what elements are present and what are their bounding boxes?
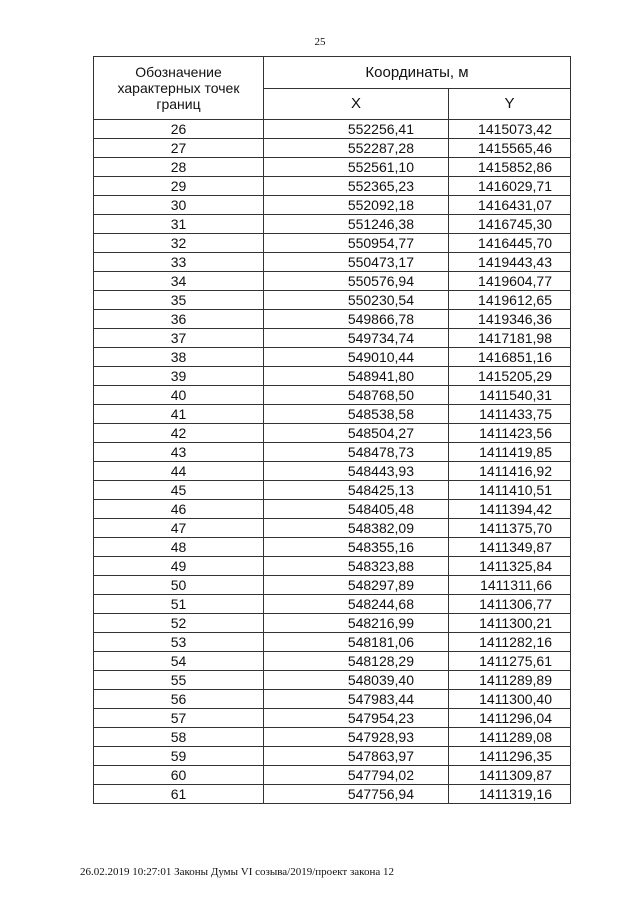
point-number-cell: 59 xyxy=(94,747,264,766)
x-coordinate-cell: 548941,80 xyxy=(264,367,449,386)
point-number-cell: 46 xyxy=(94,500,264,519)
y-coordinate-cell: 1411306,77 xyxy=(449,595,571,614)
y-coordinate-cell: 1411540,31 xyxy=(449,386,571,405)
y-coordinate-cell: 1411311,66 xyxy=(449,576,571,595)
table-row xyxy=(94,443,571,462)
table-row xyxy=(94,158,571,177)
point-number-cell: 48 xyxy=(94,538,264,557)
table-row xyxy=(94,709,571,728)
x-coordinate-cell: 550473,17 xyxy=(264,253,449,272)
point-number-cell: 28 xyxy=(94,158,264,177)
x-coordinate-cell: 552256,41 xyxy=(264,120,449,139)
table-body xyxy=(94,120,571,804)
y-coordinate-cell: 1419443,43 xyxy=(449,253,571,272)
header-point-designation: Обозначение характерных точек границ xyxy=(94,57,264,120)
y-coordinate-cell: 1411419,85 xyxy=(449,443,571,462)
y-coordinate-cell: 1419612,65 xyxy=(449,291,571,310)
x-coordinate-cell: 548405,48 xyxy=(264,500,449,519)
y-coordinate-cell: 1415852,86 xyxy=(449,158,571,177)
x-coordinate-cell: 548538,58 xyxy=(264,405,449,424)
table-row xyxy=(94,424,571,443)
header-x: X xyxy=(264,88,449,120)
point-number-cell: 38 xyxy=(94,348,264,367)
y-coordinate-cell: 1415073,42 xyxy=(449,120,571,139)
x-coordinate-cell: 550576,94 xyxy=(264,272,449,291)
point-number-cell: 52 xyxy=(94,614,264,633)
point-number-cell: 56 xyxy=(94,690,264,709)
y-coordinate-cell: 1411349,87 xyxy=(449,538,571,557)
x-coordinate-cell: 549010,44 xyxy=(264,348,449,367)
y-coordinate-cell: 1411300,40 xyxy=(449,690,571,709)
x-coordinate-cell: 549734,74 xyxy=(264,329,449,348)
table-row xyxy=(94,272,571,291)
x-coordinate-cell: 550230,54 xyxy=(264,291,449,310)
coordinates-table xyxy=(93,56,571,804)
x-coordinate-cell: 548355,16 xyxy=(264,538,449,557)
x-coordinate-cell: 552287,28 xyxy=(264,139,449,158)
x-coordinate-cell: 547756,94 xyxy=(264,785,449,804)
point-number-cell: 43 xyxy=(94,443,264,462)
y-coordinate-cell: 1416745,30 xyxy=(449,215,571,234)
y-coordinate-cell: 1411296,35 xyxy=(449,747,571,766)
point-number-cell: 30 xyxy=(94,196,264,215)
y-coordinate-cell: 1416851,16 xyxy=(449,348,571,367)
point-number-cell: 61 xyxy=(94,785,264,804)
page-number: 25 xyxy=(314,36,326,48)
x-coordinate-cell: 552092,18 xyxy=(264,196,449,215)
point-number-cell: 34 xyxy=(94,272,264,291)
x-coordinate-cell: 548504,27 xyxy=(264,424,449,443)
y-coordinate-cell: 1411410,51 xyxy=(449,481,571,500)
y-coordinate-cell: 1419604,77 xyxy=(449,272,571,291)
point-number-cell: 40 xyxy=(94,386,264,405)
table-row xyxy=(94,728,571,747)
y-coordinate-cell: 1416431,07 xyxy=(449,196,571,215)
point-number-cell: 57 xyxy=(94,709,264,728)
x-coordinate-cell: 548323,88 xyxy=(264,557,449,576)
point-number-cell: 41 xyxy=(94,405,264,424)
point-number-cell: 47 xyxy=(94,519,264,538)
point-number-cell: 54 xyxy=(94,652,264,671)
point-number-cell: 49 xyxy=(94,557,264,576)
table-row xyxy=(94,329,571,348)
point-number-cell: 39 xyxy=(94,367,264,386)
x-coordinate-cell: 548768,50 xyxy=(264,386,449,405)
x-coordinate-cell: 548216,99 xyxy=(264,614,449,633)
table-row xyxy=(94,234,571,253)
y-coordinate-cell: 1411325,84 xyxy=(449,557,571,576)
table-row xyxy=(94,310,571,329)
y-coordinate-cell: 1417181,98 xyxy=(449,329,571,348)
table-row xyxy=(94,481,571,500)
point-number-cell: 35 xyxy=(94,291,264,310)
y-coordinate-cell: 1411309,87 xyxy=(449,766,571,785)
x-coordinate-cell: 551246,38 xyxy=(264,215,449,234)
y-coordinate-cell: 1419346,36 xyxy=(449,310,571,329)
x-coordinate-cell: 552365,23 xyxy=(264,177,449,196)
table-row xyxy=(94,538,571,557)
table-row xyxy=(94,386,571,405)
y-coordinate-cell: 1411416,92 xyxy=(449,462,571,481)
x-coordinate-cell: 549866,78 xyxy=(264,310,449,329)
x-coordinate-cell: 547863,97 xyxy=(264,747,449,766)
table-row xyxy=(94,120,571,139)
x-coordinate-cell: 548297,89 xyxy=(264,576,449,595)
y-coordinate-cell: 1411282,16 xyxy=(449,633,571,652)
point-number-cell: 42 xyxy=(94,424,264,443)
point-number-cell: 31 xyxy=(94,215,264,234)
y-coordinate-cell: 1411296,04 xyxy=(449,709,571,728)
table-row xyxy=(94,652,571,671)
point-number-cell: 51 xyxy=(94,595,264,614)
x-coordinate-cell: 548443,93 xyxy=(264,462,449,481)
table-row xyxy=(94,405,571,424)
table-row xyxy=(94,196,571,215)
x-coordinate-cell: 548244,68 xyxy=(264,595,449,614)
table-row xyxy=(94,500,571,519)
point-number-cell: 45 xyxy=(94,481,264,500)
point-number-cell: 33 xyxy=(94,253,264,272)
x-coordinate-cell: 548128,29 xyxy=(264,652,449,671)
table-row xyxy=(94,462,571,481)
y-coordinate-cell: 1411423,56 xyxy=(449,424,571,443)
header-coordinates: Координаты, м xyxy=(264,57,571,89)
table-row xyxy=(94,348,571,367)
y-coordinate-cell: 1415205,29 xyxy=(449,367,571,386)
x-coordinate-cell: 548181,06 xyxy=(264,633,449,652)
point-number-cell: 32 xyxy=(94,234,264,253)
table-row xyxy=(94,747,571,766)
x-coordinate-cell: 548478,73 xyxy=(264,443,449,462)
table-row xyxy=(94,614,571,633)
point-number-cell: 27 xyxy=(94,139,264,158)
table-row xyxy=(94,177,571,196)
y-coordinate-cell: 1416029,71 xyxy=(449,177,571,196)
x-coordinate-cell: 547928,93 xyxy=(264,728,449,747)
table-row xyxy=(94,519,571,538)
point-number-cell: 53 xyxy=(94,633,264,652)
x-coordinate-cell: 548039,40 xyxy=(264,671,449,690)
point-number-cell: 50 xyxy=(94,576,264,595)
x-coordinate-cell: 547794,02 xyxy=(264,766,449,785)
y-coordinate-cell: 1411300,21 xyxy=(449,614,571,633)
point-number-cell: 29 xyxy=(94,177,264,196)
x-coordinate-cell: 548425,13 xyxy=(264,481,449,500)
table-row xyxy=(94,253,571,272)
point-number-cell: 58 xyxy=(94,728,264,747)
table-row xyxy=(94,633,571,652)
point-number-cell: 36 xyxy=(94,310,264,329)
y-coordinate-cell: 1411319,16 xyxy=(449,785,571,804)
y-coordinate-cell: 1411275,61 xyxy=(449,652,571,671)
table-row xyxy=(94,139,571,158)
table-row xyxy=(94,690,571,709)
point-number-cell: 44 xyxy=(94,462,264,481)
table-row xyxy=(94,557,571,576)
y-coordinate-cell: 1411289,89 xyxy=(449,671,571,690)
table-row xyxy=(94,766,571,785)
y-coordinate-cell: 1411433,75 xyxy=(449,405,571,424)
table-row xyxy=(94,595,571,614)
header-y: Y xyxy=(449,88,571,120)
y-coordinate-cell: 1411375,70 xyxy=(449,519,571,538)
x-coordinate-cell: 547983,44 xyxy=(264,690,449,709)
table-row xyxy=(94,785,571,804)
point-number-cell: 60 xyxy=(94,766,264,785)
y-coordinate-cell: 1416445,70 xyxy=(449,234,571,253)
point-number-cell: 26 xyxy=(94,120,264,139)
x-coordinate-cell: 547954,23 xyxy=(264,709,449,728)
footer-document-path: 26.02.2019 10:27:01 Законы Думы VI созыва/2019/проект закона 12 xyxy=(80,866,394,878)
y-coordinate-cell: 1411289,08 xyxy=(449,728,571,747)
x-coordinate-cell: 550954,77 xyxy=(264,234,449,253)
table-row xyxy=(94,215,571,234)
table-row xyxy=(94,367,571,386)
table-row xyxy=(94,291,571,310)
point-number-cell: 55 xyxy=(94,671,264,690)
table-row xyxy=(94,671,571,690)
y-coordinate-cell: 1411394,42 xyxy=(449,500,571,519)
x-coordinate-cell: 552561,10 xyxy=(264,158,449,177)
point-number-cell: 37 xyxy=(94,329,264,348)
table-row xyxy=(94,576,571,595)
x-coordinate-cell: 548382,09 xyxy=(264,519,449,538)
y-coordinate-cell: 1415565,46 xyxy=(449,139,571,158)
